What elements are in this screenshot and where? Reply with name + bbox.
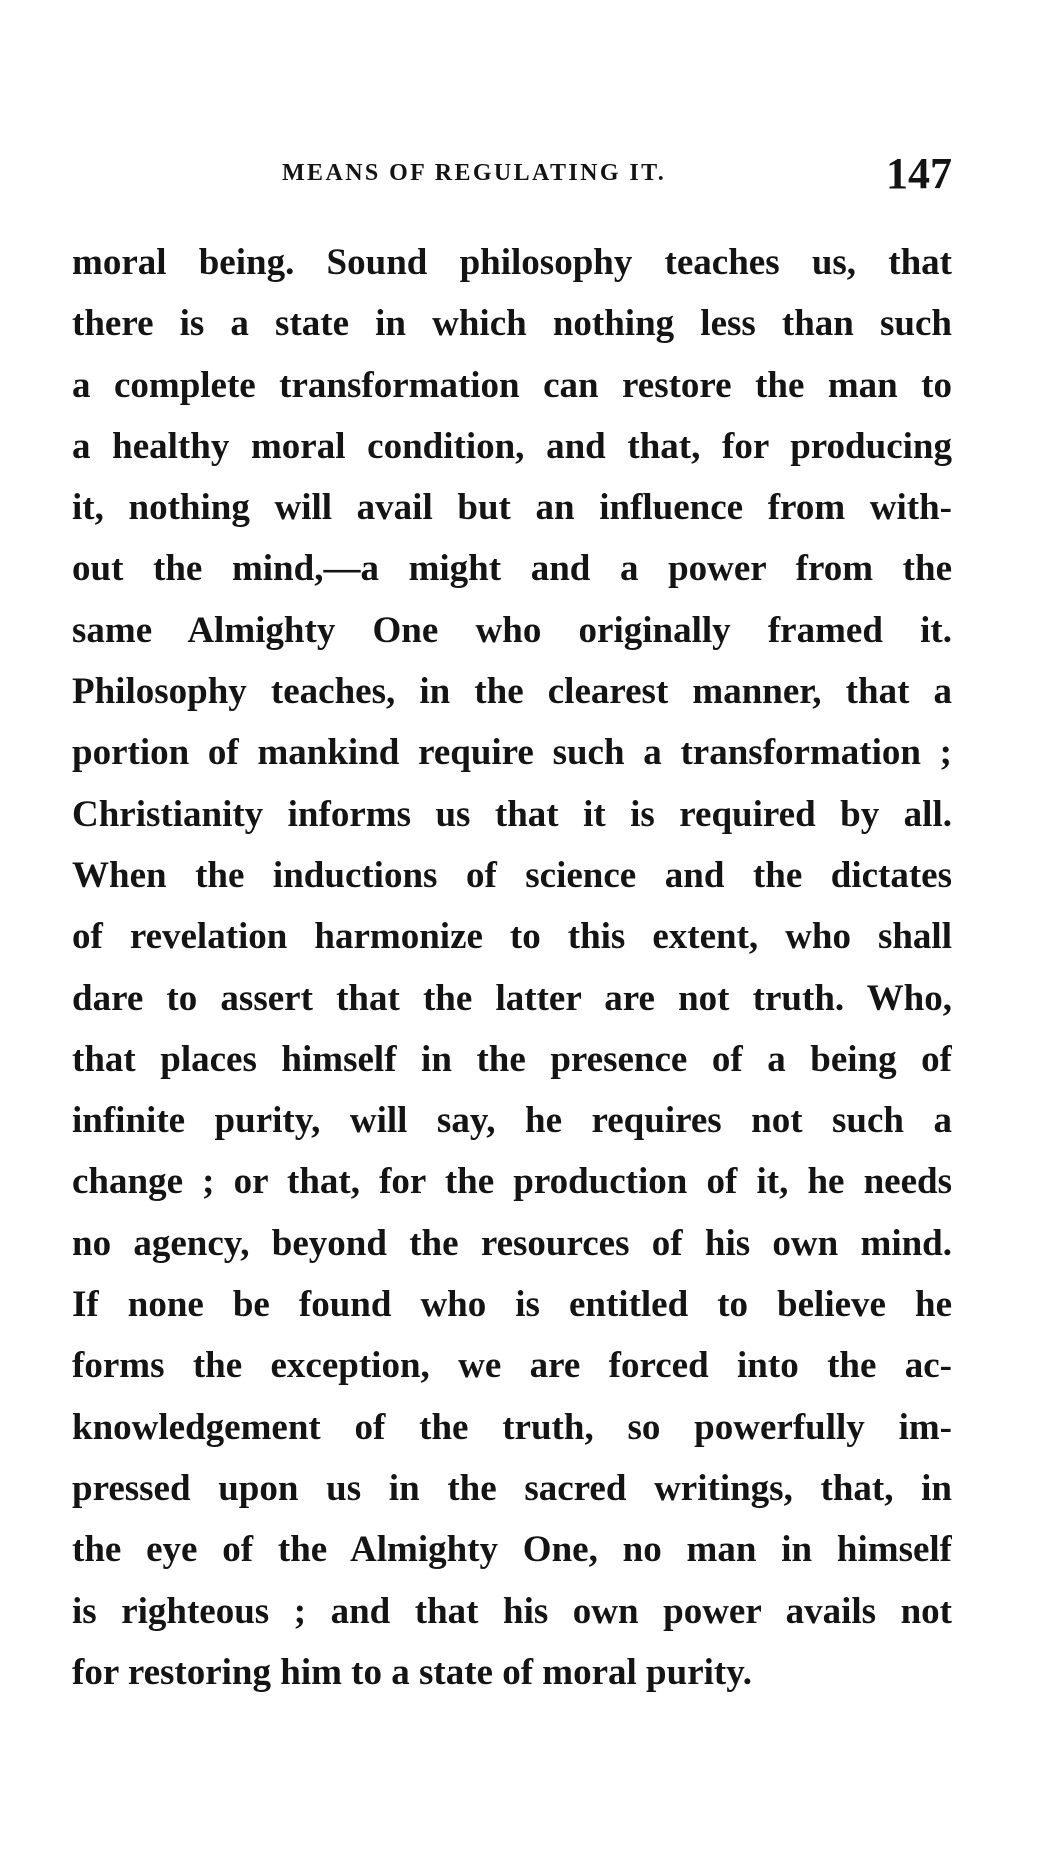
running-header	[72, 149, 952, 208]
body-paragraph	[72, 232, 952, 1703]
text-line: no agency, beyond the resources of his own mind.	[72, 1222, 952, 1264]
text-line: is righteous ; and that his own power avails not	[72, 1590, 952, 1632]
text-line: there is a state in which nothing less than such	[72, 303, 952, 345]
text-line: Philosophy teaches, in the clearest manner, that a	[72, 671, 952, 713]
text-line: same Almighty One who originally framed it.	[72, 609, 952, 651]
running-title: MEANS OF REGULATING IT.	[282, 160, 667, 186]
text-line: portion of mankind require such a transformation ;	[72, 732, 952, 774]
text-line: dare to assert that the latter are not truth. Who,	[72, 977, 952, 1019]
text-line: a complete transformation can restore the man to	[72, 364, 952, 406]
text-line: infinite purity, will say, he requires not such a	[72, 1100, 952, 1142]
text-line: of revelation harmonize to this extent, who shall	[72, 916, 952, 958]
text-line: out the mind,—a might and a power from the	[72, 548, 952, 590]
text-line: Christianity informs us that it is required by all.	[72, 793, 952, 835]
text-line: the eye of the Almighty One, no man in himself	[72, 1529, 952, 1571]
text-line: moral being. Sound philosophy teaches us, that	[72, 242, 952, 283]
text-line: change ; or that, for the production of it, he needs	[72, 1161, 952, 1203]
text-line: If none be found who is entitled to believe he	[72, 1284, 952, 1326]
text-line: for restoring him to a state of moral purity.	[72, 1651, 752, 1693]
text-line: it, nothing will avail but an influence from with-	[72, 487, 952, 529]
text-line: forms the exception, we are forced into the ac-	[72, 1345, 952, 1387]
text-line: that places himself in the presence of a being of	[72, 1038, 952, 1080]
text-line: a healthy moral condition, and that, for producing	[72, 425, 952, 467]
text-line: When the inductions of science and the dictates	[72, 854, 952, 896]
text-line: pressed upon us in the sacred writings, that, in	[72, 1467, 952, 1509]
text-line: knowledgement of the truth, so powerfully im-	[72, 1406, 952, 1448]
page-number: 147	[886, 149, 952, 198]
